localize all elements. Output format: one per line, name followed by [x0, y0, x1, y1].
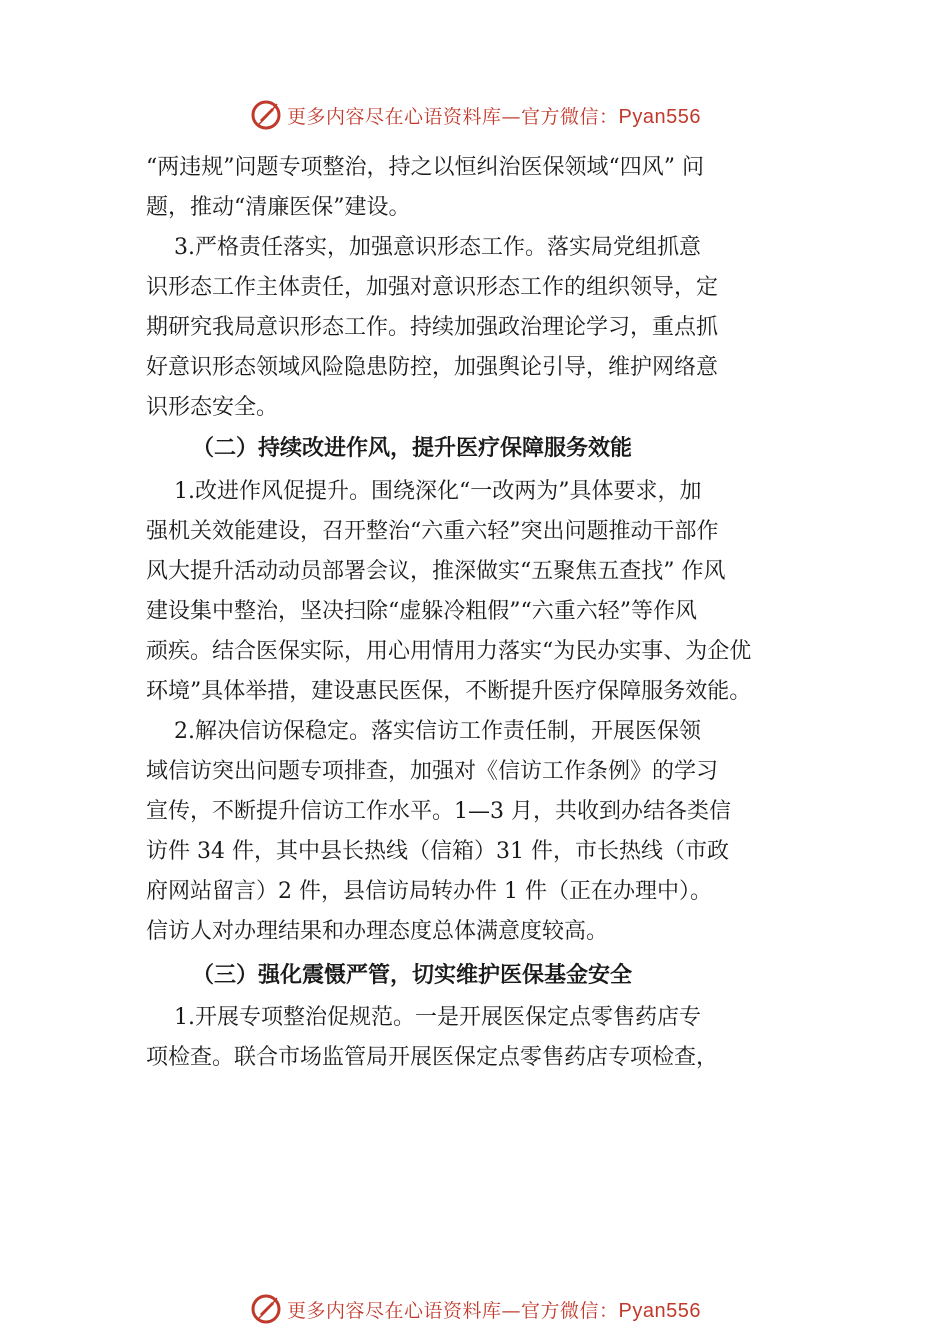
- brand-logo-icon: [249, 1292, 283, 1326]
- body-line: 2.解决信访保稳定。落实信访工作责任制，开展医保领: [146, 719, 701, 744]
- body-line: 3.严格责任落实，加强意识形态工作。落实局党组抓意: [146, 235, 701, 260]
- wechat-id: Pyan556: [618, 105, 701, 128]
- body-line: 风大提升活动动员部署会议，推深做实“五聚焦五查找” 作风: [146, 559, 726, 584]
- body-line: 域信访突出问题专项排查，加强对《信访工作条例》的学习: [146, 759, 719, 784]
- body-line: 题，推动“清廉医保”建设。: [146, 195, 411, 220]
- body-line: 信访人对办理结果和办理态度总体满意度较高。: [146, 919, 609, 944]
- body-line: “两违规”问题专项整治，持之以恒纠治医保领域“四风” 问: [146, 155, 704, 180]
- body-line: 识形态安全。: [146, 395, 279, 420]
- body-line: 宣传，不断提升信访工作水平。1—3 月，共收到办结各类信: [146, 799, 731, 824]
- body-line: 访件 34 件，其中县长热线（信箱）31 件，市长热线（市政: [146, 839, 729, 864]
- body-line: 府网站留言）2 件，县信访局转办件 1 件（正在办理中）。: [146, 879, 712, 904]
- body-line: 1.开展专项整治促规范。一是开展医保定点零售药店专: [146, 1005, 701, 1030]
- header-banner: [0, 95, 950, 135]
- section-heading: （三）强化震慑严管，切实维护医保基金安全: [146, 962, 632, 988]
- body-line: 强机关效能建设，召开整治“六重六轻”突出问题推动干部作: [146, 519, 719, 544]
- banner-text: 更多内容尽在心语资料库—官方微信：: [287, 105, 619, 128]
- body-line: 顽疾。结合医保实际，用心用情用力落实“为民办实事、为企优: [146, 639, 752, 664]
- body-line: 期研究我局意识形态工作。持续加强政治理论学习，重点抓: [146, 315, 719, 340]
- body-line: 好意识形态领域风险隐患防控，加强舆论引导，维护网络意: [146, 355, 719, 380]
- banner-text: 更多内容尽在心语资料库—官方微信：: [287, 1299, 619, 1322]
- body-line: 项检查。联合市场监管局开展医保定点零售药店专项检查，: [146, 1045, 719, 1070]
- body-line: 建设集中整治，坚决扫除“虚躲冷粗假”“六重六轻”等作风: [146, 599, 697, 624]
- section-heading: （二）持续改进作风，提升医疗保障服务效能: [146, 435, 632, 461]
- body-line: 环境”具体举措，建设惠民医保，不断提升医疗保障服务效能。: [146, 679, 752, 704]
- brand-logo-icon: [249, 98, 283, 132]
- footer-banner: [0, 1289, 950, 1329]
- body-line: 识形态工作主体责任，加强对意识形态工作的组织领导，定: [146, 275, 719, 300]
- wechat-id: Pyan556: [618, 1299, 701, 1322]
- body-line: 1.改进作风促提升。围绕深化“一改两为”具体要求，加: [146, 479, 702, 504]
